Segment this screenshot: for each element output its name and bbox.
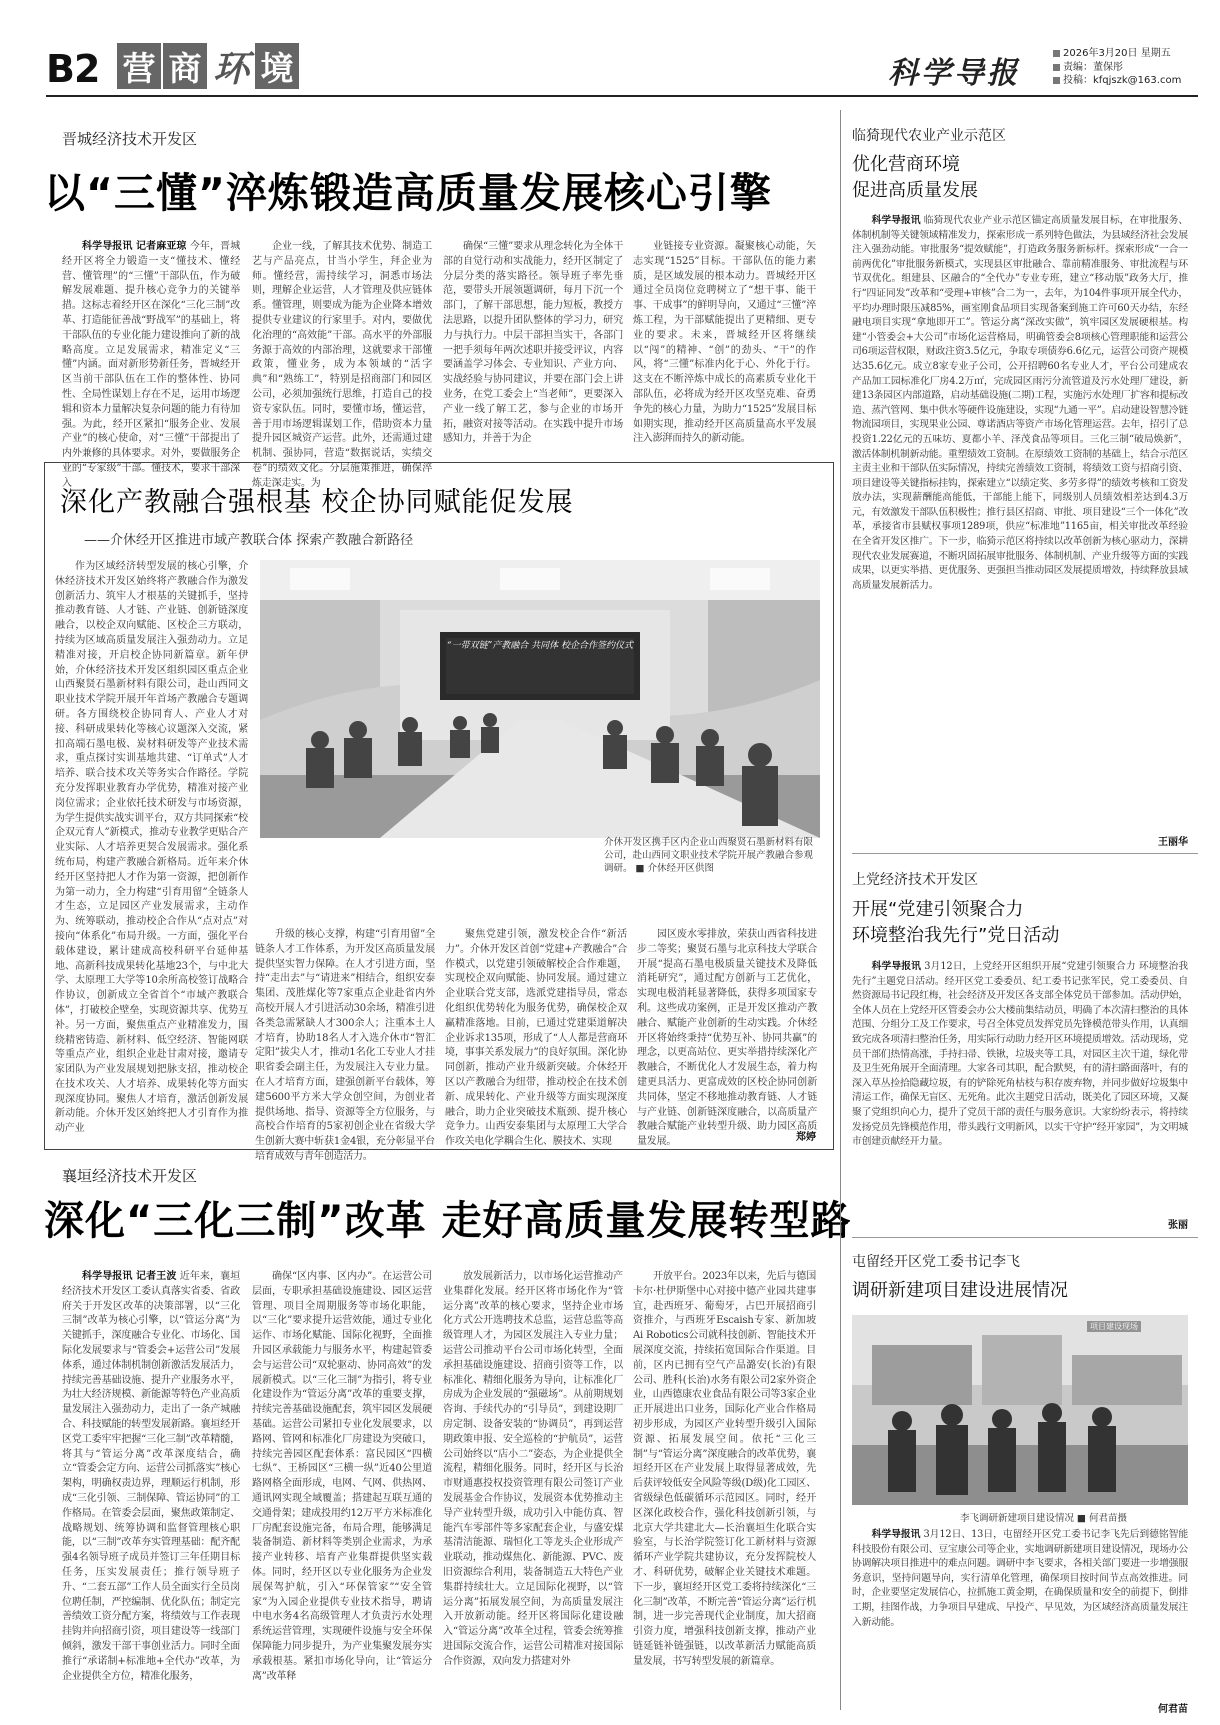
- article2-text-3b: 聚焦党建引领，激发校企合作“新活力”。介休开发区首创“党建+产教融合”合作模式，以党建引领破解校企合作难题，实现校企双向赋能、协同发展。通过建立企业联合党支部，选派党建指导员，常态化组织优势转化为服务优势，确保校企双赢精准落地。目前，已通过党建渠道解决企业诉求135项，形成了“人人都是营商环境，事事关系发展力”的良好氛围。深化协同创新，推动产业升级新突破。介休经开区以产教融合为纽带，推动校企在技术创新、成果转化、产业升级等方面实现深度融合，助力企业突破技术瓶颈、提升核心竞争力。山西安泰集团与太原理工大学合作攻关电化学耦合生化、膜技术、实现: [445, 929, 627, 1148]
- article2-text-col3: [445, 928, 627, 1148]
- side2-lead: 科学导报讯: [871, 961, 921, 972]
- square-icon: [1053, 77, 1060, 84]
- side1-title-2: 促进高质量发展: [852, 180, 978, 201]
- photo-screen-text: “一带双链”产教融合 共同体 校企合作签约仪式: [447, 641, 633, 651]
- side3-text: 3月12日、13日，屯留经开区党工委书记李飞先后到德铭智能科技股份有限公司、豆宝康公司等企业，实地调研新建项目建设情况，现场办公协调解决项目推进中的难点问题。调研中李飞要求，各相关部门要进一步增强服务意识，坚持问题导向，实行清单化管理，确保项目按时间节点高效推进。同时，企业要坚定发展信心，拉抓施工黄金期，在确保质量和安全的前提下，倒排工期，挂图作战，力争项目早建成、早投产、早见效，为区域经济高质量发展注入新动能。: [852, 1529, 1188, 1628]
- article1-dept: 晋城经济技术开发区: [62, 130, 198, 148]
- side2-title-2: 环境整治我先行”党日活动: [852, 925, 1060, 946]
- square-icon: [1053, 50, 1060, 57]
- article1-text-3: 确保“三懂”要求从理念转化为全体干部的自觉行动和实战能力，经开区制定了分层分类的落实路径。领导班子率先垂范，要带头开展领题调研，每月下沉一个部门，了解干部思想，能力短板，教授方法思路，以提升团队整体的学习力，研究力与执行力。中层干部担当实干，各部门一把手须每年两次述职并接受评议，内容要涵盖学习体会、专业知识、产业方向、实战经验与协同建议，并要在部门会上讲业务，在党工委会上“当老师”，更要深入产业一线了解工艺，参与企业的市场开拓，融资对接等活动。在实践中提升市场感知力，并善于为企: [443, 241, 623, 445]
- article2-text-col2: [255, 928, 435, 1162]
- article1-col3: [443, 240, 623, 446]
- sidebar-rule-1: [852, 853, 1198, 854]
- article3-lead: 科学导报讯 记者王波: [82, 1271, 177, 1282]
- article2-text-1: 作为区域经济转型发展的核心引擎，介休经济技术开发区始终将产教融合作为激发创新活力、筑牢人才根基的关键抓手，坚持推动教育链、人才链、产业链、创新链深度融合，以校企双向赋能、区校企三方联动，持续为区域高质量发展注入强劲动力。立足精准对接，开启校企协同新篇章。新年伊始，介休经济技术开发区组织园区重点企业山西聚贤石墨新材料有限公司，赴山西同文职业技术学院开展开年首场产教融合专题调研。各方围绕校企协同育人、产业人才对接、科研成果转化等核心议题深入交流，紧扣高端石墨电极、炭材料研发等产业技术需求，重点探讨实训基地共建、“订单式”人才培养、联合技术攻关等务实合作路径。学院充分发挥职业教育办学优势，精准对接产业岗位需求；企业依托技术研发与市场资源，为学生提供实战实训平台，双方共同探索“校企双元育人”新模式，推动专业教学更贴合产业实际、人才培养更契合发展需求。强化系统布局，构建产教融合新格局。近年来介休经开区坚持把人才作为第一资源，把创新作为第一动力，全力构建“引育用留”全链条人才生态，立足园区产业发展需求，主动作为、统筹联动，推动校企合作从“点对点”对接向“体系化”布局升级。一方面，强化平台载体建设，累计建成高校科研平台延伸基地、高新科技成果转化基地23个，与中北大学、太原理工大学等10余所高校签订战略合作协议，创新成立全省首个“市域产教联合体”，打破校企壁垒，实现资源共享、优势互补。另一方面，聚焦重点产业精准发力，围绕精密铸造、新材料、低空经济、智能网联等重点产业，组织企业赴甘肃对接，邀请专家团队为产业发展规划把脉支招，推动校企在技术攻关、人才培养、成果转化等方面实现深度协同。聚焦人才培育，激活创新发展新动能。介休开发区始终把人才引育作为推动产业: [55, 561, 248, 1135]
- article3-text-4: 开放平台。2023年以来，先后与德国卡尔·杜伊斯堡中心对接中德产业园共建事宜，赴西班牙、葡萄牙，占巴开展招商引资推介，与西班牙Escaish专家、新加坡Ai Robotics公司就科技创新、智能技术开展深度交流，持续拓宽国际合作渠道。目前，区内已拥有空气产品潞安(长治)有限公司、胜科(长治)水务有限公司2家外资企业，山西德康农业食品有限公司等3家企业正开展进出口业务，国际化产业合作格局初步形成，为园区产业转型升级引入国际资源、拓展发展空间。依托“三化三制”与“管运分离”深度融合的改革优势，襄垣经开区在产业发展上取得显著成效，先后获评较低安全风险等级(D级)化工园区、省级绿色低碳循环示范园区。同时，经开区深化政校合作，强化科技创新引领，与北京大学共建北大—长治襄垣生化联合实验室，与长治学院签订化工新材料与资源循环产业学院共建协议，充分发挥院校人才、科研优势，破解企业关键技术难题。下一步，襄垣经开区党工委将持续深化“三化三制”改革，不断完善“管运分离”运行机制，进一步完善现代企业制度，加大招商引资力度，增强科技创新支撑，推动产业链延链补链强链，以改革新活力赋能高质量发展，书写转型发展的新篇章。: [633, 1271, 816, 1667]
- section-char-box: [255, 43, 299, 89]
- side2-body: [852, 960, 1188, 1215]
- article2-text-2b: 升级的核心支撑，构建“引育用留”全链条人才工作体系，为开发区高质量发展提供坚实智力保障。在人才引进方面，坚持“走出去”与“请进来”相结合，组织安泰集团、茂胜煤化等7家重点企业赴省内外高校开展人才引进活动30余场，精准引进各类急需紧缺人才300余人；注重本土人才培育，协助18名人才入选介休市“智汇定阳”拔尖人才，推动1名化工专业人才挂职省委会副主任，为发展注入专业力量。在人才培育方面，建强创新平台载体，筹建5600平方米大学众创空间，为创业者提供场地、指导、资源等全方位服务，与高校合作培育的5家初创企业在省级大学生创新大赛中斩获1金4银，充分彰显平台培育成效与青年创造活力。: [255, 929, 435, 1162]
- article1-text-2: 企业一线，了解其技术优势、制造工艺与产品亮点，甘当小学生，拜企业为师。懂经营，需持续学习，洞悉市场法则，理解企业运营，人才管理及供应链体系。懂管理，则要成为能为企业降本增效提供专业建议的行家里手。对内，要做优化治理的“高效能”干部。高水平的外部服务源于高效的内部治理，这就要求干部懂政策，懂业务，成为本领域的“活字典”和“熟练工”，特别是招商部门和园区公司，必须加强统行思维，打造自己的投资专家队伍。同时，要懂市场，懂运营，善于用市场逻辑谋划工作，借助资本力量提升园区城资产运营。此外，还需通过建机制、强协同，营造“数据说话，实绩交卷”的绩效文化。分层施策推进，确保淬炼走深走实。为: [252, 241, 432, 489]
- article3-col3: [443, 1270, 623, 1710]
- section-char-box: [209, 43, 253, 89]
- masthead: [0, 0, 1220, 110]
- section-char: 境: [260, 48, 294, 88]
- article3-text-3: 放发展新活力，以市场化运营推动产业集群化发展。经开区将市场化作为“管运分离”改革的核心要求，坚持企业市场化方式公开选聘技术总监，运营总监等高级管理人才，为园区发展注入专业力量；运营公司推动平台公司市场化转型，全面承担基础设施建设、招商引资等工作，以标准化、精细化服务为导向，让标准化厂房成为企业发展的“强磁场”。从前期规划咨询、手续代办的“引导员”，到建设期厂房定制、设备安装的“协调员”，再到运营期政策申报、安全巡检的“护航员”，运营公司始终以“店小二”姿态，为企业提供全流程，精细化服务。同时，经开区与长治市财通惠投权投资管理有限公司签订产业发展基金合作协议，发展资本优势推动主导产业转型升级，成功引入中能仿真、智能汽车零部件等多家配套企业，与盛安煤基清洁能源、瑞恒化工等龙头企业形成产业联动，推动煤焦化、新能源、PVC、废旧资源综合利用，装备制造五大特色产业集群持续壮大。立足国际化视野，以“管运分离”拓展发展空间，为高质量发展注入开放新动能。经开区将国际化建设融入“管运分离”改革全过程，管委会统筹推进国际交流合作，运营公司精准对接国际合作资源，双向发力搭建对外: [443, 1271, 623, 1667]
- article1-col1: [62, 240, 240, 489]
- sidebar-divider: [840, 110, 841, 1710]
- contact-email: 投稿：kfqjszk@163.com: [1063, 75, 1182, 86]
- side2-author: 张丽: [1168, 1220, 1188, 1231]
- email-line: [1053, 74, 1181, 88]
- article1-col4: [633, 240, 816, 446]
- editor-line: [1053, 61, 1181, 75]
- date-line: [1053, 47, 1181, 61]
- article1-text-4: 业链接专业资源。凝聚核心动能，矢志实现“1525”目标。干部队伍的能力素质，是区域发展的根本动力。晋城经开区通过全员岗位竞聘树立了“想干事、能干事、干成事”的鲜明导向，又通过“三懂”淬炼工程，为干部赋能提出了更精细、更专业的要求。未来，晋城经开区将继续以“闯”的精神、“创”的劲头、“干”的作风，将“三懂”标准内化于心、外化于行。这支在不断淬炼中成长的高素质专业化干部队伍，必将成为经开区攻坚克难、奋勇争先的核心力量，为助力“1525”发展目标如期实现，推动经开区高质量高水平发展注入澎湃而持久的新动能。: [633, 241, 816, 445]
- side3-lead: 科学导报讯: [871, 1529, 921, 1540]
- article2-photo-caption: 介休开发区携手区内企业山西聚贤石墨新材料有限公司，赴山西同文职业技术学院开展产教融合参观调研。 ■ 介休经开区供图: [604, 837, 814, 874]
- side2-dept: 上党经济技术开发区: [852, 872, 978, 888]
- section-char-box: [163, 43, 207, 89]
- section-char: 环: [212, 47, 249, 90]
- side2-text: 3月12日，上党经开区组织开展“党建引领聚合力 环境整治我先行”主题党日活动。经开区党工委委员、纪工委书记张军民，党工委委员、自然资源局书记段红梅，社会经济及开发区各支部全体党员干部参加。活动伊始，全体人员在上党经开区管委会办公大楼前集结动员，明确了本次清扫整治的具体范围、分组分工及工作要求，号召全体党员发挥党员先锋模范带头作用，认真细致完成各项清扫整治任务，用实际行动助力经开区环境提质增效。活动现场，党员干部们热情高涨，手持扫帚、铁锹，垃圾夹等工具，对园区主次干道，绿化带及卫生死角展开全面清理。大家各司其职，配合默契，有的清扫路面落叶，有的深入草丛捡拾隐藏垃圾，有的铲除死角枯枝与积存废弃物，并同步做好垃圾集中清运工作，确保无盲区、无死角。此次主题党日活动，既美化了园区环境，又凝聚了党组织向心力，提升了党员干部的责任与服务意识。大家纷纷表示，将持续发扬党员先锋模范作用，带头践行文明新风，以实干守护“经开家园”，为文明城市创建贡献经开力量。: [852, 961, 1188, 1148]
- article2-col1: [55, 560, 248, 1140]
- side3-photo: [852, 1315, 1188, 1505]
- article2-photo: [260, 560, 820, 832]
- section-banner: [117, 43, 299, 89]
- article1-col2: [252, 240, 432, 489]
- masthead-meta: [1053, 47, 1181, 88]
- section-char-box: [117, 43, 161, 89]
- page-code: B2: [46, 47, 100, 91]
- article2-author: 郑婷: [796, 1132, 816, 1143]
- article3-col2: [252, 1270, 432, 1710]
- article3-dept: 襄垣经济技术开发区: [62, 1167, 198, 1185]
- article3-text-1: 近年来，襄垣经济技术开发区工委认真落实省委、省政府关于开发区改革的决策部署，以“三化三制”改革为核心引擎，以“管运分离”为关键抓手，深度融合专业化、市场化、国际化发展要求与“管委会+运营公司”发展体系，通过体制机制创新激活发展活力，持续完善基础设施、提升产业服务水平，为壮大经济规模、新能源等特色产业高质量发展注入强劲动力，走出了一条产城融合、科技赋能的转型发展新路。襄垣经开区党工委牢牢把握“三化三制”改革精髓，将其与“管运分离”改革深度结合，确立“管委会定方向、运营公司抓落实”核心架构，明确权责边界，理顺运行机制，形成“三化引领、三制保障、管运协同”的工作格局。在管委会层面，聚焦政策制定、战略规划、统筹协调和监督管理核心职能，以“三制”改革夯实管理基础：配齐配强4名领导班子成员并签订三年任期目标任务，压实发展责任；推行领导班子升、“二套五部”工作人员全面实行全员岗位聘任制，严控编制、优化队伍；制定完善绩效工资分配方案，将绩效与工作表现挂钩并向招商引资，项目建设等一线部门倾斜，激发干部干事创业活力。同时全面推行“承诺制+标准地+全代办”改革，为企业提供全方位，精准化服务，: [62, 1271, 240, 1682]
- article2-subhead: ——介休经开区推进市域产教联合体 探索产教融合新路径: [84, 533, 414, 548]
- article3-headline: 深化“三化三制”改革 走好高质量发展转型路: [44, 1198, 852, 1244]
- side3-dept: 屯留经开区党工委书记李飞: [852, 1254, 1020, 1270]
- side1-body: [852, 214, 1188, 834]
- side3-author: 何君苗: [1158, 1704, 1188, 1715]
- construction-site-photo: [852, 1315, 1188, 1505]
- side1-dept: 临猗现代农业产业示范区: [852, 128, 1006, 144]
- meeting-room-photo: [260, 560, 820, 838]
- square-icon: [1053, 64, 1060, 71]
- side3-photo-caption: 李飞调研新建项目建设情况 ■ 何君苗摄: [960, 1513, 1128, 1524]
- masthead-rule: [46, 95, 1198, 97]
- sidebar-rule-2: [852, 1237, 1198, 1238]
- article1-text-1: 今年，晋城经开区将全力锻造一支“懂技术、懂经营、懂管理”的“三懂”干部队伍，作为破解发展难题、提升核心竞争力的关键举措。这标志着经开区在深化“三化三制”改革、打造能征善战“野战军”的基础上，将干部队伍的专业化能力建设推向了新的战略高度。立足发展需求，精准定义“三懂”内涵。面对新形势新任务，晋城经开区当前干部队伍在工作的整体性、协同性、全局性谋划上存在不足，运用市场逻辑和资本力量解决复杂问题的能力有待加强。为此，经开区紧扣“服务企业、发展产业”的核心使命，对“三懂”干部提出了内外兼修的具体要求。对外，要做服务企业的“专家级”干部。懂技术，要求干部深入: [62, 241, 240, 489]
- article1-lead: 科学导报讯 记者麻亚琼: [82, 241, 187, 252]
- side2-title-1: 开展“党建引领聚合力: [852, 899, 1024, 920]
- article2-headline: 深化产教融合强根基 校企协同赋能促发展: [60, 487, 574, 518]
- side3-body: [852, 1528, 1188, 1710]
- side1-author: 王丽华: [1158, 837, 1188, 848]
- side1-lead: 科学导报讯: [871, 215, 921, 226]
- article3-col4: [633, 1270, 816, 1710]
- article3-text-2: 确保“区内事、区内办”。在运营公司层面，专职承担基础设施建设、园区运营管理、项目全周期服务等市场化职能，以“三化”要求提升运营效能，通过专业化运作、市场化赋能、国际化视野，全面推升园区承载能力与服务水平，构建起管委会与运营公司“双轮驱动、协同高效”的发展新模式。以“三化三制”为指引，将专业化建设作为“管运分离”改革的重要支撑，持续完善基础设施配套，筑牢园区发展硬基础。运营公司紧扣专业化发展要求，以路网、管网和标准化厂房建设为突破口，持续完善园区配套体系：富民园区“四横七纵”、王桥园区“三横一纵”近40公里道路网格全面形成，电网、气网、供热网、通讯网实现全域覆盖；搭建起互联互通的交通骨架；建成投用约12万平方米标准化厂房配套设施完备，布局合理，能够满足装备制造、新材料等类别企业需求，为承接产业转移、培育产业集群提供坚实载体。同时，经开区以专业化服务为企业发展保驾护航，引入“环保管家”“安全管家”为入园企业提供专业技术指导，聘请中电水务4名高级管理人才负责污水处理系统运营管理，实现硬件设施与安全环保保障能力同步提升，为产业集聚发展夯实承载根基。紧扣市场化导向，让“管运分离”改革释: [252, 1271, 432, 1682]
- issue-date: 2026年3月20日 星期五: [1063, 48, 1171, 59]
- paper-name: 科学导报: [888, 56, 1020, 91]
- side1-text: 临猗现代农业产业示范区锚定高质量发展目标，在审批服务、体制机制等关键领域精准发力，探索形成一系列特色做法，为县域经济社会发展注入强劲动能。审批服务“提效赋能”，打造政务服务新标杆。探索形成“一合一前两优化”审批服务新模式，实现县区审批融合、靠前精准服务、审批流程与环节双优化。组建县、区融合的“全代办”专业专班，建立“移动版”政务大厅，推行“四证同发”改革和“受理+审核”合二为一，去年，为104件事项开展全代办，平均办理时限压减85%，画室刚食品项目实现备案到施工许可60天办结，东经融电项目实现“拿地即开工”。管运分离“深改实做”，筑牢园区发展硬根基。构建“小管委会+大公司”市场化运营格局，明确管委会8项核心管理职能和运营公司6项运营权限，财政注资3.5亿元，争取专项债券6.6亿元，运营公司资产规模达35.6亿元。成立8家专业子公司，公开招聘60名专业人才，平台公司建成农产品加工园标准化厂房4.2万㎡，完成园区雨污分流管道及污水处理厂建设，新建13条园区内部道路，启动基础设施(二期)工程，实施污水处理厂扩容和提标改造、蒸汽管网、集中供水等硬件设施建设，实现“九通一平”。启动建设智慧冷链物流园项目，实现果业公园、尊诺酒店等资产市场化管理运营。去年，招引了总投资1.22亿元的五味坊、夏都小羊、泽茂食品等项目。三化三制“破局焕新”，激活体制机制新动能。重塑绩效工资制。在原绩效工资制的基础上，结合示范区主责主业和干部队伍实际情况，持续完善绩效工资制，将绩效工资与招商引资、项目建设等关键指标挂钩，探索建立“以绩定奖、多劳多得”的绩效考核和工资发放办法，实现薪酬能高能低，干部能上能下，同级别人员绩效相差达到4.3万元，有效激发干部队伍积极性；推行县区招商、审批、项目建设“三个一体化”改革，承接省市县赋权事项1289项，供应“标准地”1165亩，相关审批改革经验在全省开发区推广。下一步，临猗示范区将持续以改革创新为核心驱动力，深耕现代农业发展赛道，不断巩固拓展审批服务、体制机制、产业升级等方面的实践成果，以更实举措、更优服务、更强担当推动园区发展提质增效，持续释放县域高质量发展新活力。: [852, 215, 1189, 591]
- side1-title-1: 优化营商环境: [852, 154, 960, 175]
- editor: 责编：董保彤: [1063, 61, 1123, 73]
- article3-col1: [62, 1270, 240, 1710]
- article2-text-4b: 园区废水零排放，荣获山西省科技进步二等奖；聚贤石墨与北京科技大学联合开展“提高石墨电极质量关键技术及降低消耗研究”，通过配方创新与工艺优化，实现电极消耗显著降低，获得多项国家专利。这些成功案例，正是开发区推动产教融合、赋能产业创新的生动实践。介休经开区将始终秉持“优势互补、协同共赢”的理念，以更高站位、更实举措持续深化产教融合，不断优化人才发展生态，着力构建更具活力、更富成效的区校企协同创新共同体，坚定不移地推动教育链、人才链与产业链、创新链深度融合，以高质量产教融合赋能产业转型升级、助力园区高质量发展。: [637, 929, 817, 1148]
- article1-headline: 以“三懂”淬炼锻造高质量发展核心引擎: [44, 169, 772, 217]
- section-char: 商: [168, 48, 202, 88]
- side3-photo-label: 项目建设现场: [1087, 1321, 1141, 1332]
- section-char: 营: [122, 48, 156, 88]
- side3-title: 调研新建项目建设进展情况: [852, 1280, 1068, 1301]
